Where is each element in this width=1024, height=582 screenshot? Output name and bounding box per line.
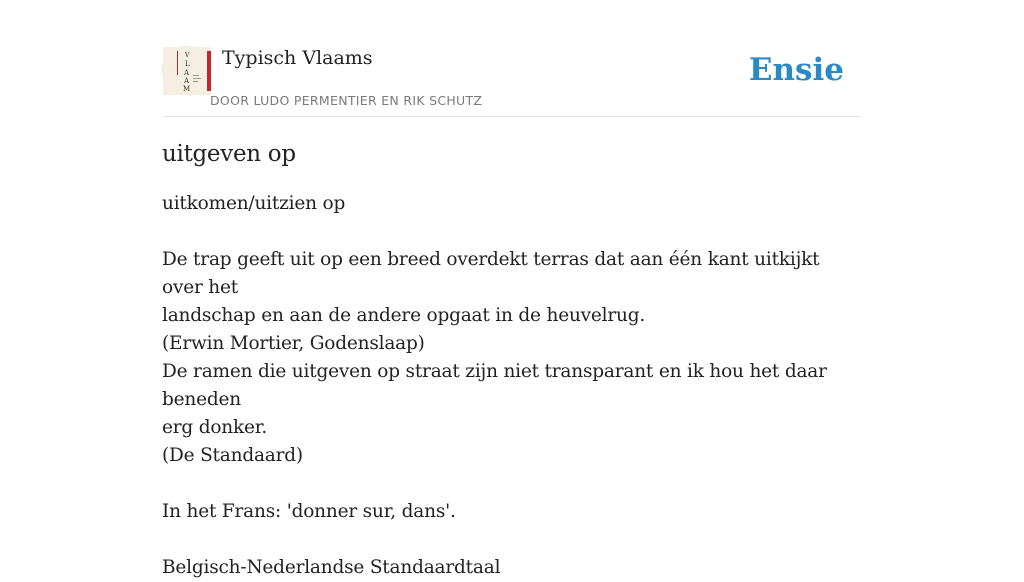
paragraph-spacer [162,470,862,498]
example-2-line-1: De ramen die uitgeven op straat zijn niet transparant en ik hou het daar beneden [162,361,827,410]
svg-text:V: V [185,52,190,59]
example-2-line-2: erg donker. [162,417,268,438]
example-1-source: (Erwin Mortier, Godenslaap) [162,333,425,354]
register-note: Belgisch-Nederlandse Standaardtaal [162,557,501,578]
svg-text:A: A [184,77,190,85]
dictionary-header [162,46,862,117]
entry-definition: uitkomen/uitzien op [162,193,346,214]
example-1-line-2: landschap en aan de andere opgaat in de heuvelrug. [162,305,646,326]
dictionary-authors: DOOR LUDO PERMENTIER EN RIK SCHUTZ [210,93,483,108]
entry-body [162,190,862,582]
ensie-brand-logo[interactable]: Ensie [748,52,844,88]
paragraph-spacer [162,526,862,554]
example-2-source: (De Standaard) [162,445,303,466]
dictionary-title[interactable]: Typisch Vlaams [222,47,373,69]
dictionary-logo-icon[interactable] [162,46,210,94]
svg-text:L: L [185,60,190,68]
entry-content [162,138,862,582]
example-1-line-1: De trap geeft uit op een breed overdekt terras dat aan één kant uitkijkt over het [162,249,820,298]
french-note: In het Frans: 'donner sur, dans'. [162,501,456,522]
svg-text:M: M [183,85,191,93]
paragraph-spacer [162,218,862,246]
entry-title: uitgeven op [162,141,296,167]
svg-text:A: A [184,69,190,77]
